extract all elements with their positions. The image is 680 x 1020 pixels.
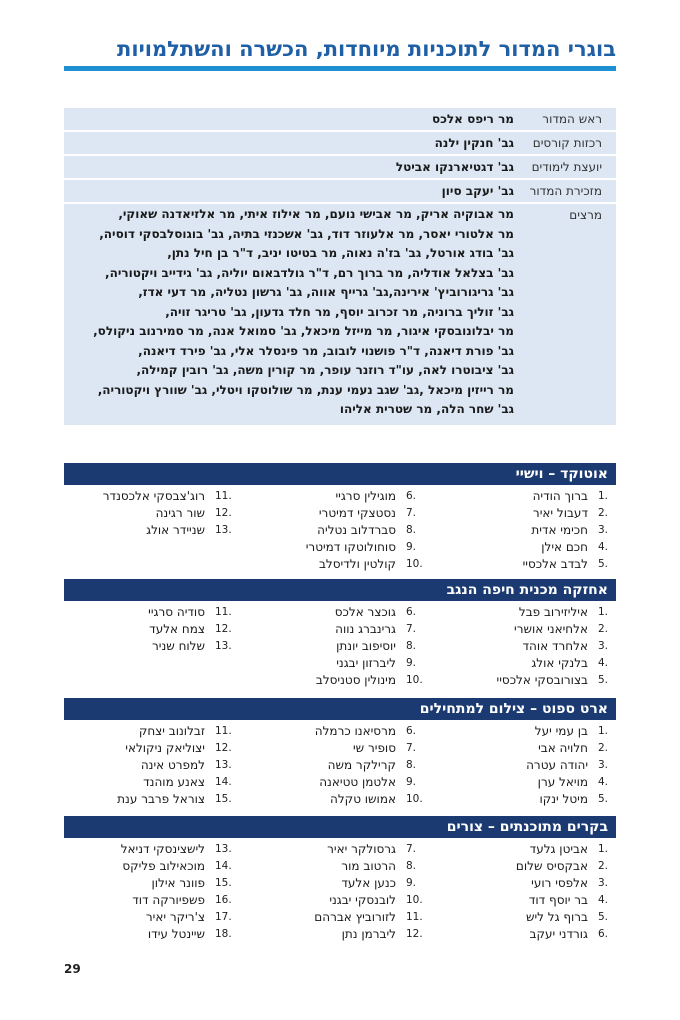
graduate-name: איליזירוב פבל: [518, 605, 588, 619]
staff-name-line: מר רייזין מיכאל ,גב' שגב נעמי ענת, מר שולוטקו ויטלי, גב' שוורץ ויקטוריה,: [97, 382, 514, 397]
staff-names: [64, 132, 514, 154]
graduate-number: 12.: [406, 928, 423, 940]
graduate-number: 6.: [406, 725, 417, 737]
graduate-item: [64, 638, 235, 655]
graduate-number: 14.: [215, 860, 232, 872]
graduate-number: 15.: [215, 877, 232, 889]
graduate-number: 12.: [215, 507, 232, 519]
graduate-name: גרסולקר יאיר: [327, 842, 396, 856]
graduate-item: [426, 875, 616, 892]
graduate-name: דעבול יאיר: [532, 506, 588, 520]
graduate-number: 11.: [406, 911, 423, 923]
staff-name-line: גב' שחר הלה, מר שטרית אליהו: [339, 402, 514, 416]
graduate-item: [235, 723, 426, 740]
graduate-name: חלויה אבי: [538, 741, 588, 755]
staff-row: [64, 108, 616, 132]
graduate-number: 11.: [215, 606, 232, 618]
graduate-name: מיטל ינקו: [539, 792, 588, 806]
graduate-item: [426, 672, 616, 689]
course-section: [64, 698, 616, 808]
staff-name-line: מר ריפס אלכס: [431, 112, 514, 126]
graduate-name: אלטמן טטיאנה: [319, 775, 396, 789]
graduate-item: [426, 539, 616, 556]
graduate-number: 6.: [406, 606, 417, 618]
staff-name-line: גב' גריגורוביץ' אירינה,גב' גרייף אווה, גב' גרשון נטליה, מר דעי אדז,: [138, 285, 514, 299]
title-underline: [64, 66, 616, 71]
graduate-number: 13.: [215, 640, 232, 652]
graduate-name: סוחולוטקו דמיטרי: [305, 540, 396, 554]
graduate-number: 7.: [406, 507, 417, 519]
staff-name-line: גב' זוליך ברוניה, מר זכרוב יוסף, מר חלד גדעון, גב' טריגר זויה,: [165, 304, 514, 319]
graduate-item: [64, 875, 235, 892]
name-column: [426, 841, 616, 943]
graduate-number: 4.: [598, 541, 609, 553]
graduate-name: שור רגינה: [155, 506, 205, 520]
graduate-item: [235, 757, 426, 774]
graduate-item: [235, 672, 426, 689]
graduate-name: מינולין סטניסלב: [315, 673, 396, 687]
page-title: בוגרי המדור לתוכניות מיוחדות, הכשרה והשתלמויות: [117, 37, 616, 61]
section-title: בקרים מתוכנתים – צורים: [64, 816, 616, 838]
graduate-item: [64, 909, 235, 926]
name-column: [64, 841, 235, 943]
graduate-item: [64, 740, 235, 757]
staff-role: ראש המדור: [542, 112, 602, 126]
name-column: [426, 604, 616, 689]
graduate-name: נסטצקי דמיטרי: [318, 506, 396, 520]
graduate-item: [426, 488, 616, 505]
staff-row: [64, 156, 616, 180]
staff-names: [64, 180, 514, 202]
graduate-name: שיינטל עידו: [147, 927, 205, 941]
graduate-name: סודיה סרגיי: [148, 605, 205, 619]
staff-name-line: גב' חנקין ילנה: [434, 136, 514, 150]
graduate-number: 1.: [598, 843, 609, 855]
graduate-item: [426, 723, 616, 740]
graduate-item: [64, 621, 235, 638]
staff-role: מרצים: [569, 208, 602, 222]
graduate-name: חכימי אדית: [531, 523, 588, 537]
staff-name-line: גב' פורת דיאנה, ד"ר פושנוי לובוב, מר פינסלר אלי, גב' פירד דיאנה,: [138, 343, 514, 358]
graduate-name: פוונר אילון: [151, 876, 205, 890]
graduate-name: אמושו טקלה: [330, 792, 396, 806]
name-column: [426, 488, 616, 573]
graduate-name: ליברמן נתן: [341, 927, 396, 941]
name-column: [426, 723, 616, 808]
graduate-number: 8.: [406, 759, 417, 771]
section-body: [64, 485, 616, 573]
graduate-name: פשפיורקה דוד: [132, 893, 205, 907]
graduate-item: [426, 791, 616, 808]
graduate-name: לבדב אלכסיי: [522, 557, 588, 571]
graduate-item: [235, 909, 426, 926]
graduate-number: 2.: [598, 507, 609, 519]
graduate-number: 3.: [598, 759, 609, 771]
graduate-name: סופיר שי: [352, 741, 396, 755]
staff-role: יועצת לימודים: [531, 160, 602, 174]
graduate-number: 9.: [406, 541, 417, 553]
graduate-item: [235, 522, 426, 539]
graduate-item: [426, 892, 616, 909]
staff-table: [64, 108, 616, 425]
graduate-name: זבלונוב יצחק: [138, 724, 205, 738]
course-section: [64, 579, 616, 689]
staff-name-line: מר יבלונובסקי איגור, מר מייזל מיכאל, גב' סמואל אנה, מר סמירנוב ניקולס,: [93, 324, 514, 338]
graduate-number: 4.: [598, 657, 609, 669]
section-body: [64, 838, 616, 943]
graduate-number: 2.: [598, 860, 609, 872]
graduate-item: [426, 909, 616, 926]
staff-names: [64, 108, 514, 130]
graduate-item: [426, 655, 616, 672]
graduate-name: אבקסיס שלום: [515, 859, 588, 873]
graduate-name: מויאל ערן: [537, 775, 588, 789]
graduate-number: 7.: [406, 843, 417, 855]
graduate-name: צוראל פרבר ענת: [117, 792, 205, 806]
section-body: [64, 720, 616, 808]
graduate-name: לישצינסקי דניאל: [120, 842, 205, 856]
graduate-number: 10.: [406, 674, 423, 686]
graduate-item: [235, 841, 426, 858]
staff-names: [64, 156, 514, 178]
graduate-name: יצוליאק ניקולאי: [125, 741, 205, 755]
graduate-name: אביטן גלעד: [529, 842, 588, 856]
page-number: 29: [64, 962, 81, 976]
graduate-item: [64, 892, 235, 909]
graduate-name: קולטין ולדיסלב: [318, 557, 396, 571]
graduate-item: [235, 875, 426, 892]
graduate-number: 8.: [406, 640, 417, 652]
staff-row: [64, 132, 616, 156]
graduate-item: [64, 858, 235, 875]
graduate-item: [426, 774, 616, 791]
graduate-item: [235, 791, 426, 808]
graduate-item: [426, 926, 616, 943]
graduate-item: [426, 604, 616, 621]
staff-name-line: מר אבוקיה אריק, מר אבישי נועם, מר אילוז איתי, מר אלזיאדנה שאוקי,: [118, 207, 514, 221]
graduate-name: גוכצר אלכס: [334, 605, 396, 619]
graduate-name: שלוח שניר: [151, 639, 205, 653]
graduate-number: 11.: [215, 490, 232, 502]
graduate-number: 11.: [215, 725, 232, 737]
name-column: [235, 488, 426, 573]
graduate-name: יהודה עטרה: [526, 758, 588, 772]
graduate-name: הרטוב מור: [341, 859, 396, 873]
graduate-number: 3.: [598, 524, 609, 536]
graduate-item: [64, 841, 235, 858]
graduate-number: 9.: [406, 877, 417, 889]
graduate-item: [64, 757, 235, 774]
staff-names: [64, 204, 514, 425]
name-column: [235, 604, 426, 689]
graduate-item: [426, 740, 616, 757]
graduate-number: 6.: [598, 928, 609, 940]
graduate-item: [426, 638, 616, 655]
graduate-number: 10.: [406, 793, 423, 805]
graduate-number: 13.: [215, 759, 232, 771]
graduate-number: 17.: [215, 911, 232, 923]
graduate-number: 5.: [598, 558, 609, 570]
graduate-item: [426, 841, 616, 858]
graduate-item: [235, 488, 426, 505]
graduate-name: רוג'צבסקי אלכסנדר: [102, 489, 205, 503]
staff-name-line: גב' בצלאל אודליה, מר ברוך רם, ד"ר גולדבאום יוליה, גב' גידייב ויקטוריה,: [105, 265, 514, 280]
section-title: ארט ספוט – צילום למתחילים: [64, 698, 616, 720]
staff-name-line: גב' דגטיארנקו אביטל: [395, 160, 514, 174]
graduate-number: 5.: [598, 911, 609, 923]
graduate-number: 15.: [215, 793, 232, 805]
graduate-number: 14.: [215, 776, 232, 788]
graduate-item: [426, 556, 616, 573]
graduate-name: קרילקר משה: [327, 758, 396, 772]
graduate-item: [235, 655, 426, 672]
graduate-item: [235, 539, 426, 556]
graduate-item: [64, 791, 235, 808]
graduate-number: 3.: [598, 877, 609, 889]
graduate-number: 13.: [215, 843, 232, 855]
graduate-number: 18.: [215, 928, 232, 940]
graduate-name: בר יוסף דוד: [528, 893, 588, 907]
graduate-name: יוסיפוב יונתן: [336, 639, 396, 653]
graduate-name: בלנקי אולג: [531, 656, 588, 670]
graduate-name: לזורוביץ אברהם: [314, 910, 396, 924]
graduate-item: [235, 621, 426, 638]
graduate-item: [426, 858, 616, 875]
graduate-item: [235, 638, 426, 655]
graduate-number: 6.: [406, 490, 417, 502]
graduate-item: [235, 926, 426, 943]
graduate-number: 2.: [598, 623, 609, 635]
graduate-item: [235, 740, 426, 757]
graduate-number: 10.: [406, 894, 423, 906]
name-column: [235, 841, 426, 943]
graduate-item: [235, 774, 426, 791]
graduate-name: בן עמי יעל: [534, 724, 588, 738]
graduate-number: 1.: [598, 606, 609, 618]
graduate-number: 16.: [215, 894, 232, 906]
graduate-item: [235, 858, 426, 875]
graduate-number: 12.: [215, 623, 232, 635]
graduate-item: [64, 488, 235, 505]
graduate-number: 8.: [406, 524, 417, 536]
graduate-item: [426, 522, 616, 539]
graduate-name: ברוף גל ליש: [525, 910, 588, 924]
graduate-number: 13.: [215, 524, 232, 536]
graduate-number: 5.: [598, 793, 609, 805]
graduate-item: [64, 723, 235, 740]
graduate-name: שניידר אולג: [146, 523, 205, 537]
graduate-number: 5.: [598, 674, 609, 686]
graduate-item: [426, 621, 616, 638]
graduate-name: מוגילין סרגיי: [335, 489, 396, 503]
graduate-item: [64, 505, 235, 522]
staff-role: מזכירת המדור: [529, 184, 602, 198]
staff-row: [64, 204, 616, 425]
graduate-name: לובנסקי יבגני: [329, 893, 396, 907]
name-column: [64, 723, 235, 808]
staff-name-line: גב' ציבוטרו לאה, עו"ד רוזנר עופר, מר קורין משה, גב' רובין קמילה,: [136, 363, 514, 377]
graduate-name: מוכאילוב פליקס: [122, 859, 205, 873]
graduate-item: [426, 505, 616, 522]
staff-row: [64, 180, 616, 204]
graduate-name: מרסיאנו כרמלה: [314, 724, 396, 738]
graduate-number: 9.: [406, 776, 417, 788]
graduate-item: [235, 604, 426, 621]
graduate-number: 8.: [406, 860, 417, 872]
graduate-item: [64, 522, 235, 539]
graduate-name: כנען אלעד: [341, 876, 396, 890]
graduate-number: 4.: [598, 776, 609, 788]
graduate-item: [64, 926, 235, 943]
graduate-number: 1.: [598, 490, 609, 502]
graduate-item: [426, 757, 616, 774]
section-body: [64, 601, 616, 689]
name-column: [235, 723, 426, 808]
graduate-number: 7.: [406, 623, 417, 635]
staff-name-line: מר אלטורי יאסר, מר אלעוזר דוד, גב' אשכנזי בתיה, גב' בוגוסלבסקי דוסיה,: [99, 226, 514, 241]
graduate-item: [235, 556, 426, 573]
name-column: [64, 604, 235, 689]
graduate-name: בצורובסקי אלכסיי: [496, 673, 588, 687]
staff-role: רכזות קורסים: [532, 136, 602, 150]
graduate-number: 7.: [406, 742, 417, 754]
graduate-number: 2.: [598, 742, 609, 754]
graduate-name: צ'ריקר יאיר: [145, 910, 205, 924]
graduate-name: למפרט אינה: [140, 758, 205, 772]
graduate-item: [235, 892, 426, 909]
graduate-number: 10.: [406, 558, 423, 570]
graduate-name: אלחיאני אושרי: [514, 622, 588, 636]
section-title: אוטוקד – וישיי: [64, 463, 616, 485]
graduate-name: גרינברג נווה: [335, 622, 396, 636]
graduate-number: 1.: [598, 725, 609, 737]
graduate-number: 3.: [598, 640, 609, 652]
name-column: [64, 488, 235, 573]
graduate-number: 9.: [406, 657, 417, 669]
staff-name-line: גב' בודג אורטל, גב' בז'ה נאוה, מר בטיטו יניב, ד"ר בן חיל נתן,: [167, 246, 514, 260]
graduate-item: [64, 604, 235, 621]
course-section: [64, 816, 616, 943]
staff-name-line: גב' יעקב סיון: [441, 184, 514, 198]
graduate-name: גורדני יעקב: [529, 927, 588, 941]
graduate-name: סברדלוב נטליה: [317, 523, 396, 537]
graduate-name: אלפסי רועי: [531, 876, 588, 890]
graduate-name: צאנע מוהנד: [143, 775, 205, 789]
graduate-name: אלחרד אוהד: [522, 639, 588, 653]
graduate-number: 12.: [215, 742, 232, 754]
graduate-name: ליברזון יבגני: [336, 656, 396, 670]
graduate-name: ברוך הודיה: [532, 489, 588, 503]
graduate-number: 4.: [598, 894, 609, 906]
graduate-item: [64, 774, 235, 791]
graduate-name: צמח אלעד: [149, 622, 205, 636]
section-title: אחזקה מכנית חיפה הנגב: [64, 579, 616, 601]
graduate-item: [235, 505, 426, 522]
course-section: [64, 463, 616, 573]
graduate-name: חכם אילן: [541, 540, 588, 554]
